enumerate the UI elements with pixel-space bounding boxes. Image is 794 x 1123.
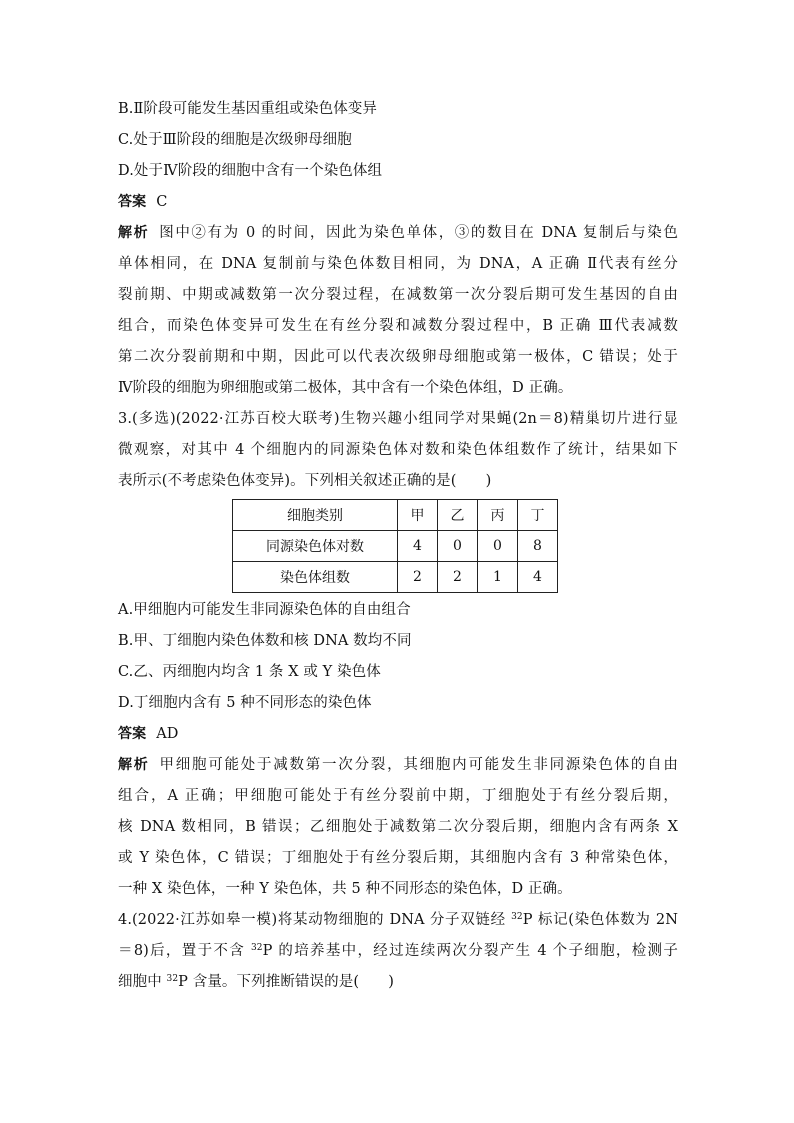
table-header-cell: 丙 — [478, 500, 518, 531]
table-cell: 2 — [438, 562, 478, 593]
table-row — [233, 531, 558, 562]
table-row — [233, 562, 558, 593]
table-cell: 4 — [398, 531, 438, 562]
q3-analysis-line: 解析 甲细胞可能处于减数第一次分裂，其细胞内可能发生非同源染色体的自由 — [118, 757, 678, 773]
q2-option-c: C.处于Ⅲ阶段的细胞是次级卵母细胞 — [118, 132, 352, 148]
q3-option-b: B.甲、丁细胞内染色体数和核 DNA 数均不同 — [118, 633, 412, 649]
table-cell: 1 — [478, 562, 518, 593]
q2-option-b: B.Ⅱ阶段可能发生基因重组或染色体变异 — [118, 101, 378, 117]
q3-analysis-line: 一种 X 染色体，一种 Y 染色体，共 5 种不同形态的染色体，D 正确。 — [118, 881, 572, 897]
q4-stem-line: 4.(2022·江苏如皋一模)将某动物细胞的 DNA 分子双链经 $^{32}$P 标记(染色体数为 2N — [118, 912, 678, 928]
answer-value: AD — [156, 726, 179, 742]
q2-analysis-line: 裂前期、中期或减数第一次分裂过程，在减数第一次分裂后期可发生基因的自由 — [118, 287, 678, 303]
table-cell: 8 — [518, 531, 558, 562]
q3-analysis-line: 核 DNA 数相同，B 错误；乙细胞处于减数第二次分裂后期，细胞内含有两条 X — [118, 819, 678, 835]
table-cell: 2 — [398, 562, 438, 593]
q3-option-a: A.甲细胞内可能发生非同源染色体的自由组合 — [118, 602, 411, 618]
q2-analysis-line: 解析 图中②有为 0 的时间，因此为染色单体，③的数目在 DNA 复制后与染色 — [118, 225, 678, 241]
q2-analysis-line: 组合，而染色体变异可发生在有丝分裂和减数分裂过程中，B 正确 Ⅲ代表减数 — [118, 318, 678, 334]
q2-option-d: D.处于Ⅳ阶段的细胞中含有一个染色体组 — [118, 163, 383, 179]
table-cell: 0 — [438, 531, 478, 562]
answer-label: 答案 — [118, 194, 147, 210]
document-page — [118, 94, 678, 998]
analysis-label: 解析 — [118, 757, 150, 773]
q3-stem-line: 微观察，对其中 4 个细胞内的同源染色体对数和染色体组数作了统计，结果如下 — [118, 442, 678, 458]
table-header-cell: 甲 — [398, 500, 438, 531]
table-cell: 0 — [478, 531, 518, 562]
q4-stem-line: ＝8)后，置于不含 $^{32}$P 的培养基中，经过连续两次分裂产生 4 个子细胞，检测子 — [118, 943, 678, 959]
cell-stats-table — [232, 499, 558, 593]
q3-analysis-line: 组合，A 正确；甲细胞可能处于有丝分裂前中期，丁细胞处于有丝分裂后期， — [118, 788, 678, 804]
table-cell: 4 — [518, 562, 558, 593]
q2-analysis-line: 单体相同，在 DNA 复制前与染色体数目相同，为 DNA，A 正确 Ⅱ代表有丝分 — [118, 256, 678, 272]
q3-option-d: D.丁细胞内含有 5 种不同形态的染色体 — [118, 695, 372, 711]
q3-stem-line: 3.(多选)(2022·江苏百校大联考)生物兴趣小组同学对果蝇(2n＝8)精巢切片进行显 — [118, 411, 678, 427]
q3-stem-line: 表所示(不考虑染色体变异)。下列相关叙述正确的是( ) — [118, 473, 492, 489]
table-header-cell: 乙 — [438, 500, 478, 531]
analysis-label: 解析 — [118, 225, 150, 241]
q2-analysis-line: 第二次分裂前期和中期，因此可以代表次级卵母细胞或第一极体，C 错误；处于 — [118, 349, 678, 365]
answer-value: C — [156, 194, 168, 210]
q2-answer — [118, 187, 678, 218]
q3-answer — [118, 719, 678, 750]
table-cell: 同源染色体对数 — [233, 531, 398, 562]
q3-option-c: C.乙、丙细胞内均含 1 条 X 或 Y 染色体 — [118, 664, 381, 680]
table-cell: 染色体组数 — [233, 562, 398, 593]
table-header-row — [233, 500, 558, 531]
q4-stem-line: 细胞中 $^{32}$P 含量。下列推断错误的是( ) — [118, 974, 395, 990]
q3-analysis-line: 或 Y 染色体，C 错误；丁细胞处于有丝分裂后期，其细胞内含有 3 种常染色体， — [118, 850, 678, 866]
table-header-cell: 细胞类别 — [233, 500, 398, 531]
q2-analysis-line: Ⅳ阶段的细胞为卵细胞或第二极体，其中含有一个染色体组，D 正确。 — [118, 380, 573, 396]
answer-label: 答案 — [118, 726, 147, 742]
table-header-cell: 丁 — [518, 500, 558, 531]
